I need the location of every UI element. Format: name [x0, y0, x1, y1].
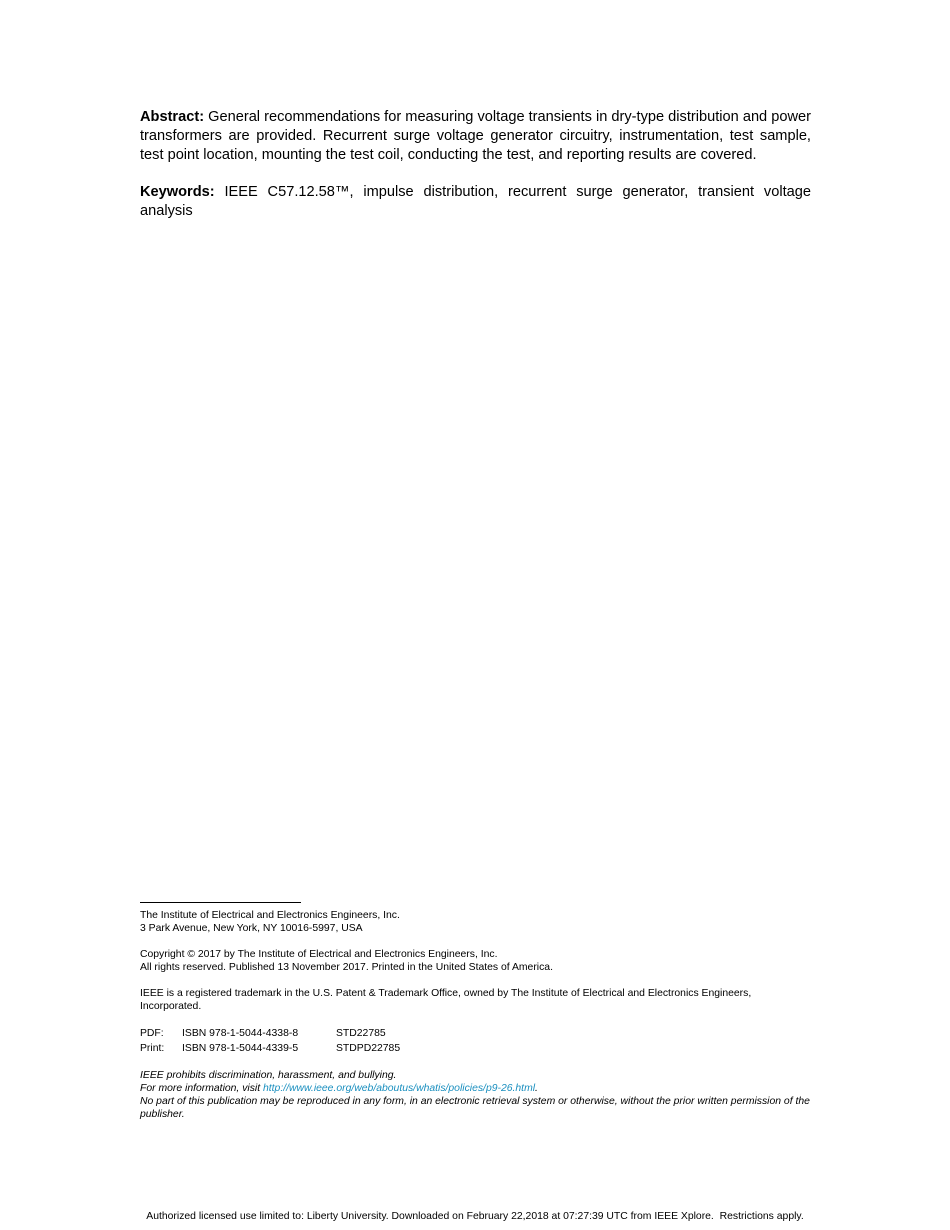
abstract-section — [140, 108, 811, 221]
abstract-text: General recommendations for measuring voltage transients in dry-type distribution and power transformers are provided. Recurrent surge voltage generator circuitry, instrumentation, test sample, test point location, mounting the test coil, conducting the test, and reporting results are covered. — [140, 109, 811, 163]
trademark-notice: IEEE is a registered trademark in the U.S. Patent & Trademark Office, owned by The Institute of Electrical and Electronics Engineers, Incorporated. — [140, 988, 752, 1012]
keywords-text: IEEE C57.12.58™, impulse distribution, recurrent surge generator, transient voltage analysis — [140, 184, 811, 219]
isbn-format-label: Print: — [140, 1043, 165, 1054]
copyright-line: Copyright © 2017 by The Institute of Electrical and Electronics Engineers, Inc. — [140, 949, 498, 960]
std-number: STDPD22785 — [336, 1043, 401, 1054]
copyright-footer — [140, 902, 815, 1121]
policy-notice — [140, 1069, 815, 1121]
isbn-number: ISBN 978-1-5044-4338-8 — [182, 1028, 299, 1039]
footnote-divider — [140, 902, 301, 903]
policy-link[interactable]: http://www.ieee.org/web/aboutus/whatis/policies/p9-26.html — [263, 1083, 536, 1094]
std-number: STD22785 — [336, 1028, 386, 1039]
more-info-suffix: . — [535, 1083, 538, 1094]
isbn-row-pdf — [140, 1026, 815, 1041]
abstract-paragraph — [140, 108, 811, 165]
abstract-label: Abstract: — [140, 109, 205, 125]
license-footer: Authorized licensed use limited to: Liberty University. Downloaded on February 22,2018 at 07:27:39 UTC from IEEE Xplore. Restrictions apply. — [146, 1211, 804, 1222]
more-info-line — [140, 1082, 815, 1095]
more-info-prefix: For more information, visit — [140, 1083, 263, 1094]
isbn-row-print — [140, 1041, 815, 1056]
publisher-address: 3 Park Avenue, New York, NY 10016-5997, USA — [140, 923, 363, 934]
isbn-number: ISBN 978-1-5044-4339-5 — [182, 1043, 299, 1054]
reproduction-notice: No part of this publication may be reproduced in any form, in an electronic retrieval system or otherwise, without the prior written permission of the publisher. — [140, 1096, 810, 1120]
isbn-table — [140, 1026, 815, 1056]
isbn-format-label: PDF: — [140, 1028, 164, 1039]
rights-line: All rights reserved. Published 13 November 2017. Printed in the United States of America. — [140, 962, 553, 973]
discrimination-notice: IEEE prohibits discrimination, harassment, and bullying. — [140, 1070, 397, 1081]
publisher-name: The Institute of Electrical and Electronics Engineers, Inc. — [140, 910, 400, 921]
keywords-label: Keywords: — [140, 184, 215, 200]
keywords-paragraph — [140, 183, 811, 221]
